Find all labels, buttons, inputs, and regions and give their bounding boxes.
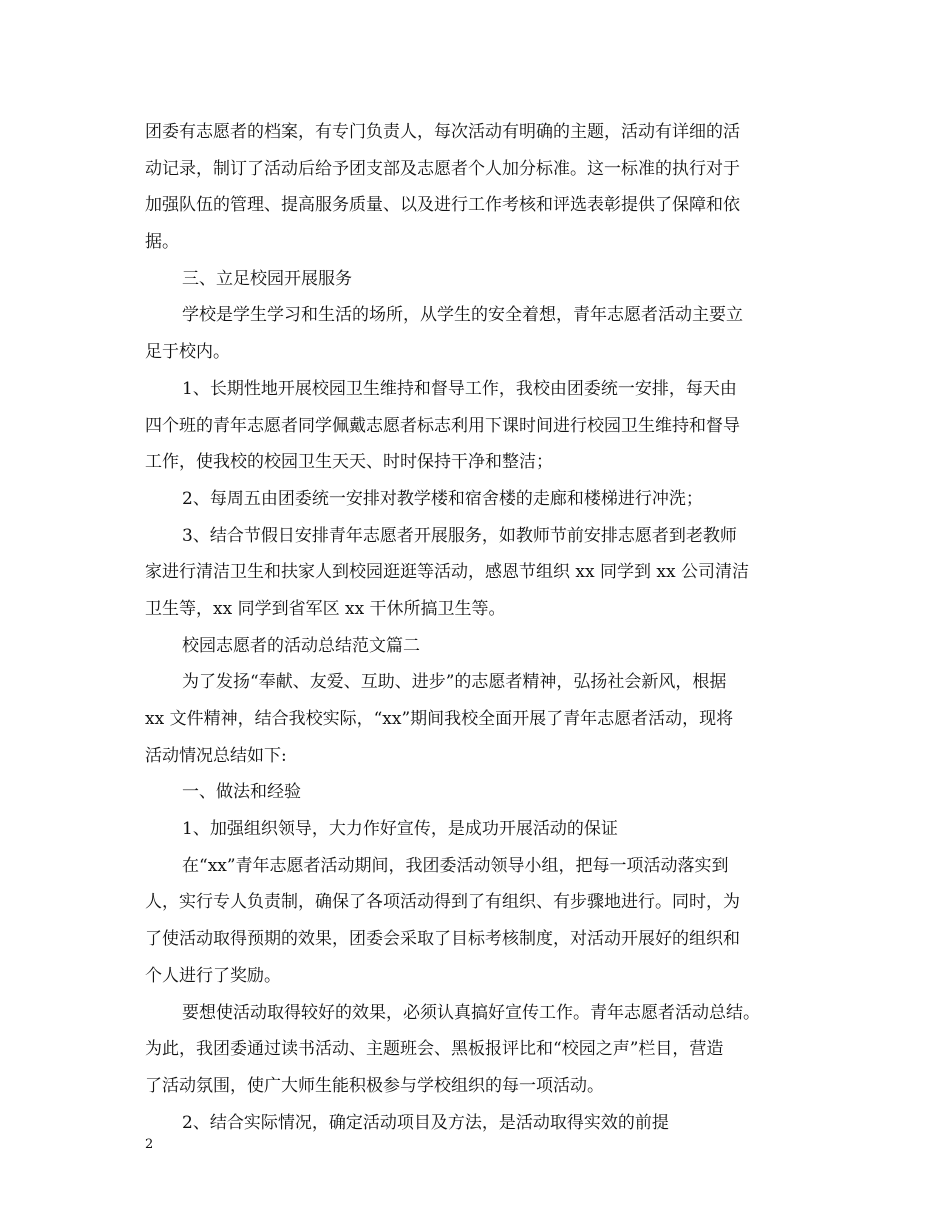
paragraph bbox=[145, 774, 810, 811]
text-line: 卫生等，xx 同学到省军区 xx 干休所搞卫生等。 bbox=[145, 598, 506, 619]
text-line: 2、结合实际情况，确定活动项目及方法，是活动取得实效的前提 bbox=[182, 1112, 669, 1133]
paragraph bbox=[145, 995, 810, 1105]
paragraph bbox=[145, 1105, 810, 1142]
text-line: 家进行清洁卫生和扶家人到校园逛逛等活动，感恩节组织 xx 同学到 xx 公司清洁 bbox=[145, 562, 749, 583]
text-line: 了活动氛围，使广大师生能积极参与学校组织的每一项活动。 bbox=[145, 1075, 604, 1096]
text-line: 四个班的青年志愿者同学佩戴志愿者标志利用下课时间进行校园卫生维持和督导 bbox=[145, 415, 740, 436]
paragraph bbox=[145, 811, 810, 848]
text-line: xx 文件精神，结合我校实际，“xx”期间我校全面开展了青年志愿者活动，现将 bbox=[145, 709, 734, 729]
text-line: 三、立足校园开展服务 bbox=[182, 268, 352, 289]
text-line: 为了发扬“奉献、友爱、互助、进步”的志愿者精神，弘扬社会新风，根据 bbox=[182, 672, 727, 693]
text-line: 足于校内。 bbox=[145, 342, 230, 363]
text-line: 学校是学生学习和生活的场所，从学生的安全着想，青年志愿者活动主要立 bbox=[182, 305, 743, 326]
paragraph bbox=[145, 297, 810, 370]
page-number: 2 bbox=[145, 1137, 154, 1152]
text-line: 一、做法和经验 bbox=[182, 782, 301, 803]
paragraph bbox=[145, 114, 810, 261]
paragraph bbox=[145, 261, 810, 298]
paragraph bbox=[145, 848, 810, 995]
text-line: 要想使活动取得较好的效果，必须认真搞好宣传工作。青年志愿者活动总结。 bbox=[182, 1002, 760, 1023]
text-line: 1、加强组织领导，大力作好宣传，是成功开展活动的保证 bbox=[182, 819, 618, 840]
text-line: 人，实行专人负责制，确保了各项活动得到了有组织、有步骤地进行。同时，为 bbox=[145, 892, 740, 913]
text-line: 校园志愿者的活动总结范文篇二 bbox=[182, 635, 420, 656]
paragraph bbox=[145, 371, 810, 481]
text-line: 活动情况总结如下: bbox=[145, 745, 287, 766]
text-line: 为此，我团委通过读书活动、主题班会、黑板报评比和“校园之声”栏目，营造 bbox=[145, 1039, 724, 1060]
text-line: 1、长期性地开展校园卫生维持和督导工作，我校由团委统一安排，每天由 bbox=[182, 378, 737, 399]
text-line: 工作，使我校的校园卫生天天、时时保持干净和整洁； bbox=[145, 452, 553, 473]
text-line: 3、结合节假日安排青年志愿者开展服务，如教师节前安排志愿者到老教师 bbox=[182, 525, 737, 546]
text-line: 了使活动取得预期的效果，团委会采取了目标考核制度，对活动开展好的组织和 bbox=[145, 929, 740, 950]
document-body bbox=[145, 114, 810, 1141]
paragraph bbox=[145, 518, 810, 628]
paragraph bbox=[145, 664, 810, 774]
paragraph bbox=[145, 481, 810, 518]
text-line: 个人进行了奖励。 bbox=[145, 965, 281, 986]
text-line: 在“xx”青年志愿者活动期间，我团委活动领导小组，把每一项活动落实到 bbox=[182, 855, 729, 876]
text-line: 团委有志愿者的档案，有专门负责人，每次活动有明确的主题，活动有详细的活 bbox=[145, 122, 740, 142]
paragraph bbox=[145, 628, 810, 665]
text-line: 动记录，制订了活动后给予团支部及志愿者个人加分标准。这一标准的执行对于 bbox=[145, 158, 740, 179]
text-line: 加强队伍的管理、提高服务质量、以及进行工作考核和评选表彰提供了保障和依 bbox=[145, 195, 740, 216]
text-line: 据。 bbox=[145, 232, 179, 253]
text-line: 2、每周五由团委统一安排对教学楼和宿舍楼的走廊和楼梯进行冲洗； bbox=[182, 488, 703, 509]
